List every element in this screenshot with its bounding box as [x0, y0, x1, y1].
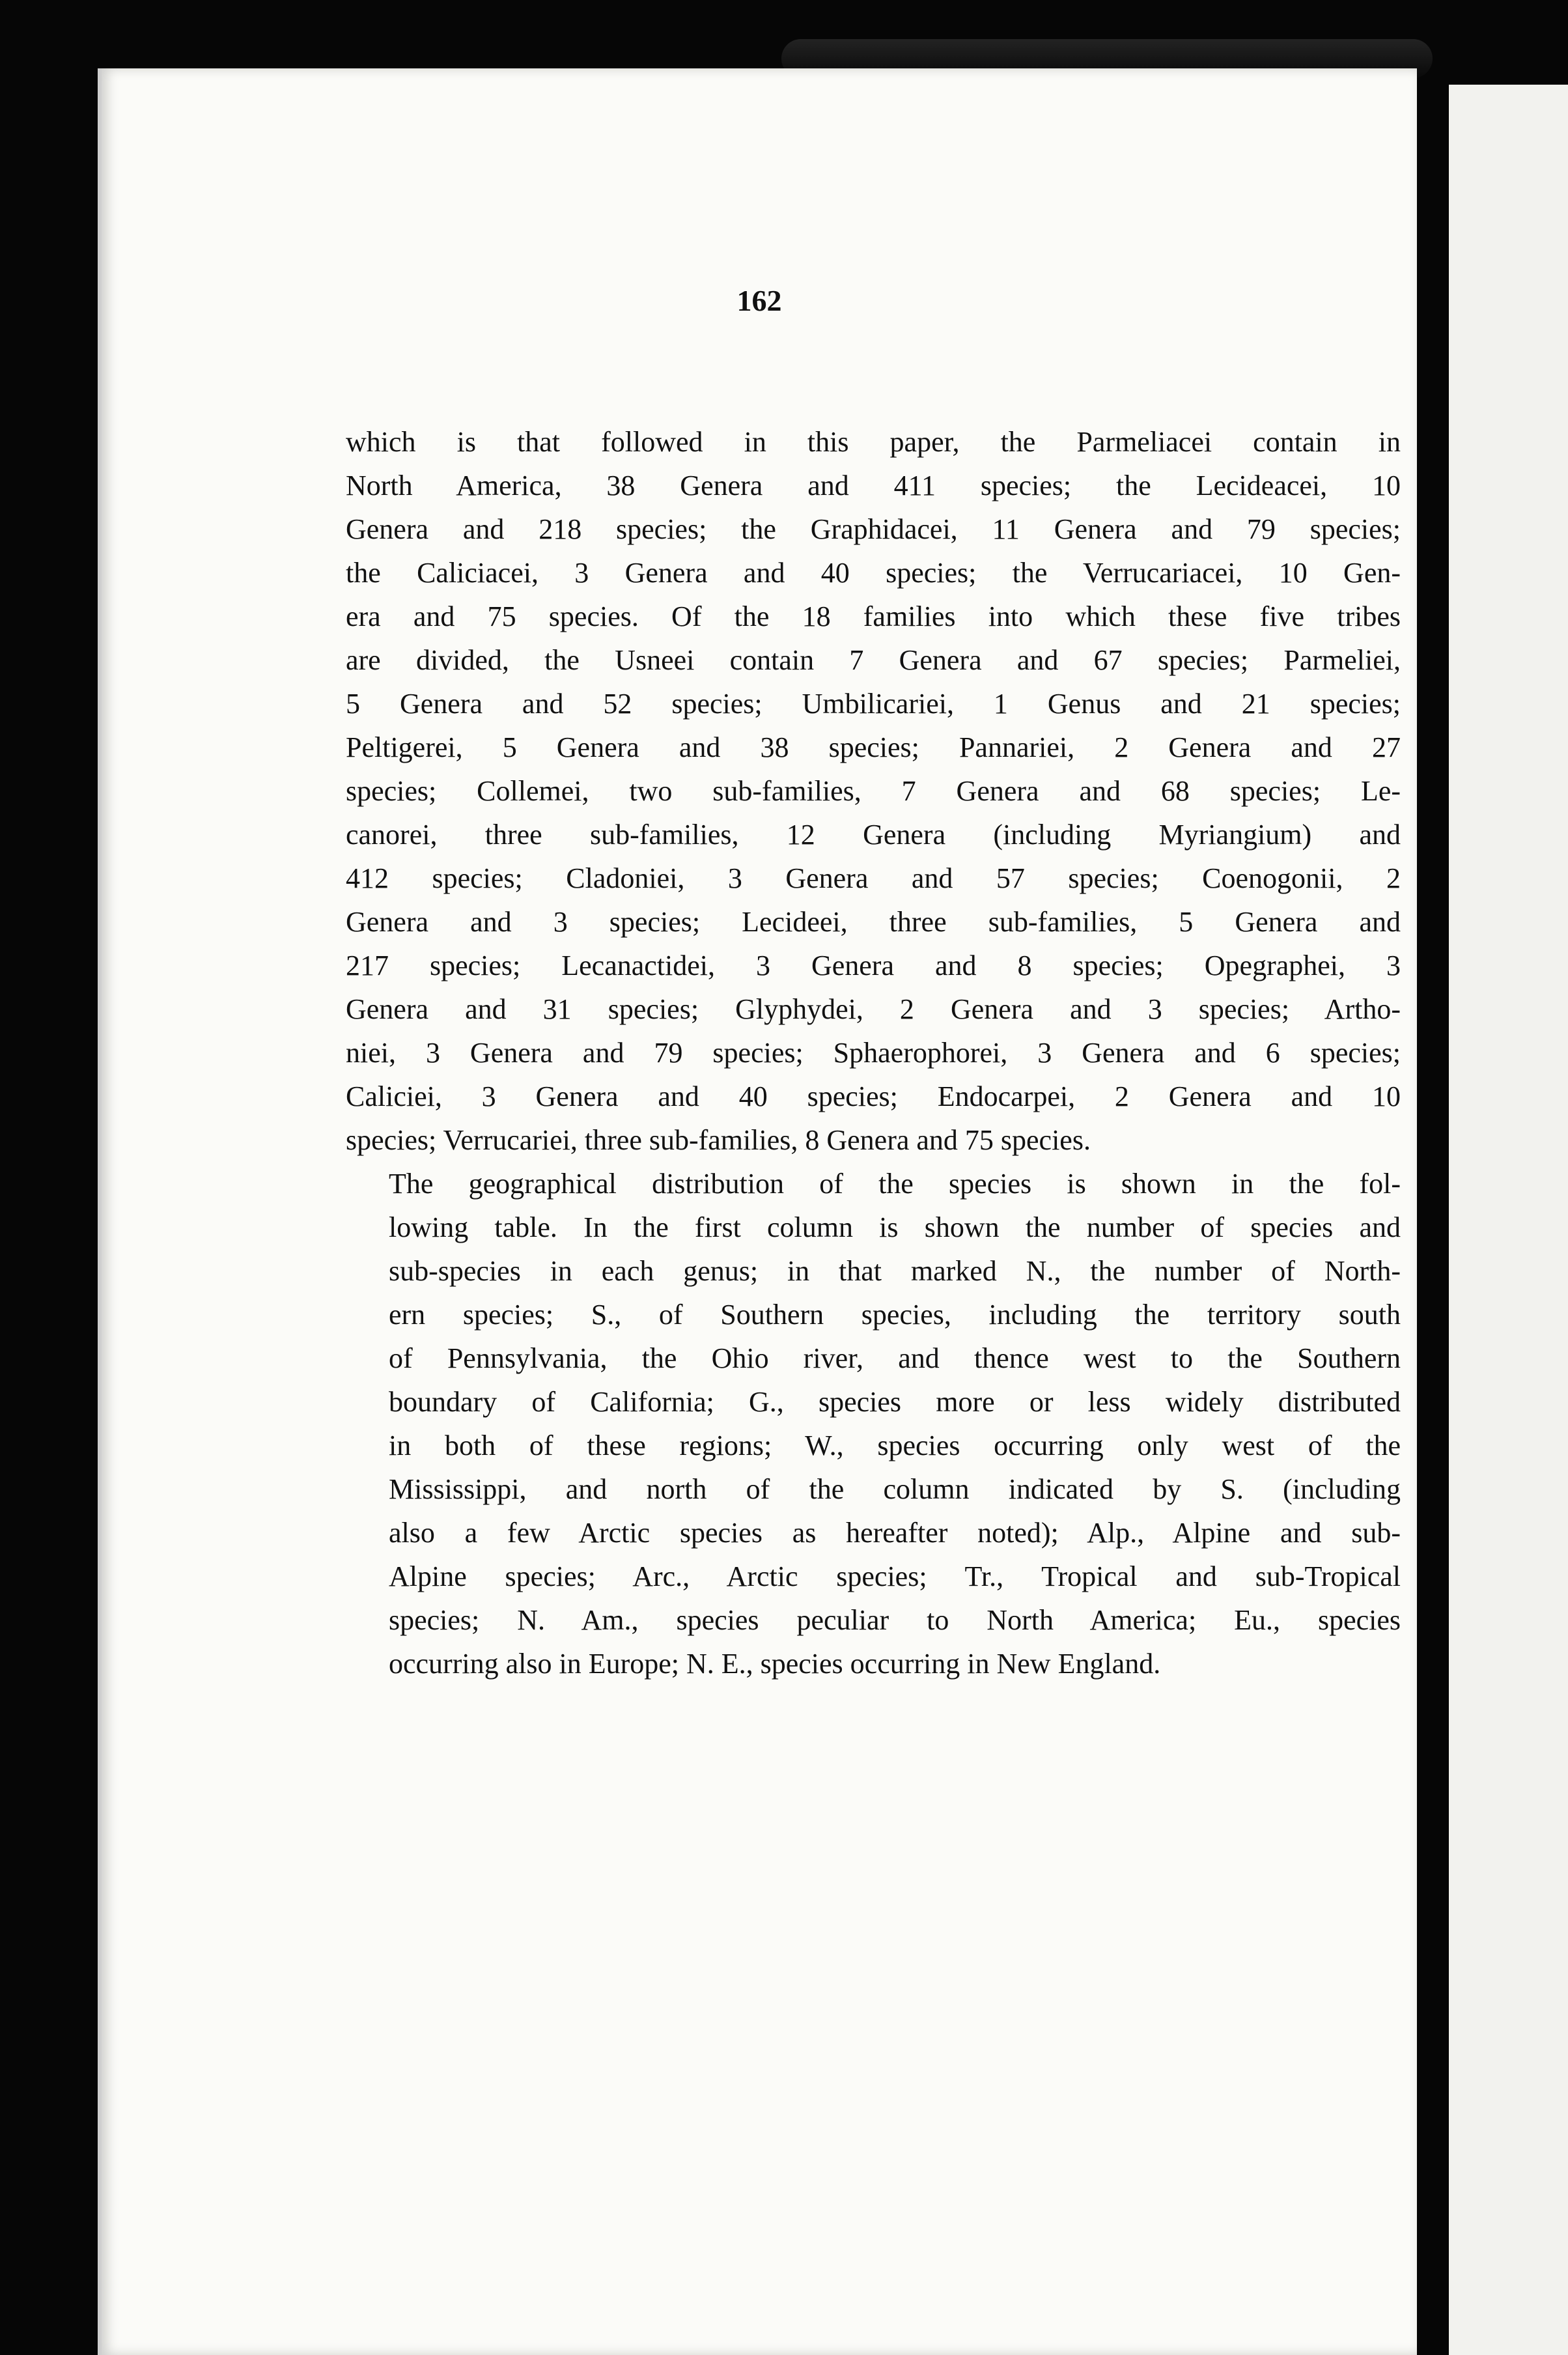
text-line: Genera and 3 species; Lecideei, three sub-families, 5 Genera and: [346, 906, 1401, 938]
text-line: canorei, three sub-families, 12 Genera (including Myriangium) and: [346, 819, 1401, 851]
text-line: ern species; S., of Southern species, including the territory south: [389, 1299, 1401, 1331]
paragraph-2: [346, 1162, 1401, 1685]
text-line: sub-species in each genus; in that marked N., the number of North-: [389, 1255, 1401, 1287]
text-line: Genera and 218 species; the Graphidacei, 11 Genera and 79 species;: [346, 513, 1401, 545]
text-line: Caliciei, 3 Genera and 40 species; Endocarpei, 2 Genera and 10: [346, 1080, 1401, 1112]
text-line: occurring also in Europe; N. E., species occurring in New England.: [389, 1648, 1161, 1680]
text-line: boundary of California; G., species more or less widely distributed: [389, 1386, 1401, 1418]
text-line: niei, 3 Genera and 79 species; Sphaerophorei, 3 Genera and 6 species;: [346, 1037, 1401, 1069]
paragraph-1: [346, 420, 1401, 1162]
body-text: [346, 420, 1401, 1685]
text-line: 412 species; Cladoniei, 3 Genera and 57 species; Coenogonii, 2: [346, 862, 1401, 894]
text-line: species; Verrucariei, three sub-families, 8 Genera and 75 species.: [346, 1124, 1091, 1156]
text-line: Peltigerei, 5 Genera and 38 species; Pannariei, 2 Genera and 27: [346, 731, 1401, 763]
text-line: which is that followed in this paper, the Parmeliacei contain in: [346, 426, 1401, 458]
adjacent-page-edge: [1449, 85, 1568, 2355]
text-line: North America, 38 Genera and 411 species; the Lecideacei, 10: [346, 470, 1401, 501]
text-line: species; N. Am., species peculiar to North America; Eu., species: [389, 1604, 1401, 1636]
text-line: lowing table. In the first column is shown the number of species and: [389, 1211, 1401, 1243]
page-number: 162: [736, 284, 782, 317]
document-page: [98, 68, 1417, 2355]
text-line: 217 species; Lecanactidei, 3 Genera and 8 species; Opegraphei, 3: [346, 950, 1401, 981]
text-line: Genera and 31 species; Glyphydei, 2 Genera and 3 species; Artho-: [346, 993, 1401, 1025]
text-line: the Caliciacei, 3 Genera and 40 species; the Verrucariacei, 10 Gen-: [346, 557, 1401, 589]
text-line: are divided, the Usneei contain 7 Genera and 67 species; Parmeliei,: [346, 644, 1401, 676]
text-line: The geographical distribution of the species is shown in the fol-: [389, 1168, 1401, 1200]
text-line: Alpine species; Arc., Arctic species; Tr., Tropical and sub-Tropical: [389, 1560, 1401, 1592]
text-line: in both of these regions; W., species occurring only west of the: [389, 1430, 1401, 1461]
text-line: also a few Arctic species as hereafter noted); Alp., Alpine and sub-: [389, 1517, 1401, 1549]
text-line: era and 75 species. Of the 18 families into which these five tribes: [346, 600, 1401, 632]
text-line: of Pennsylvania, the Ohio river, and thence west to the Southern: [389, 1342, 1401, 1374]
text-line: Mississippi, and north of the column indicated by S. (including: [389, 1473, 1401, 1505]
text-line: 5 Genera and 52 species; Umbilicariei, 1 Genus and 21 species;: [346, 688, 1401, 720]
text-line: species; Collemei, two sub-families, 7 Genera and 68 species; Le-: [346, 775, 1401, 807]
